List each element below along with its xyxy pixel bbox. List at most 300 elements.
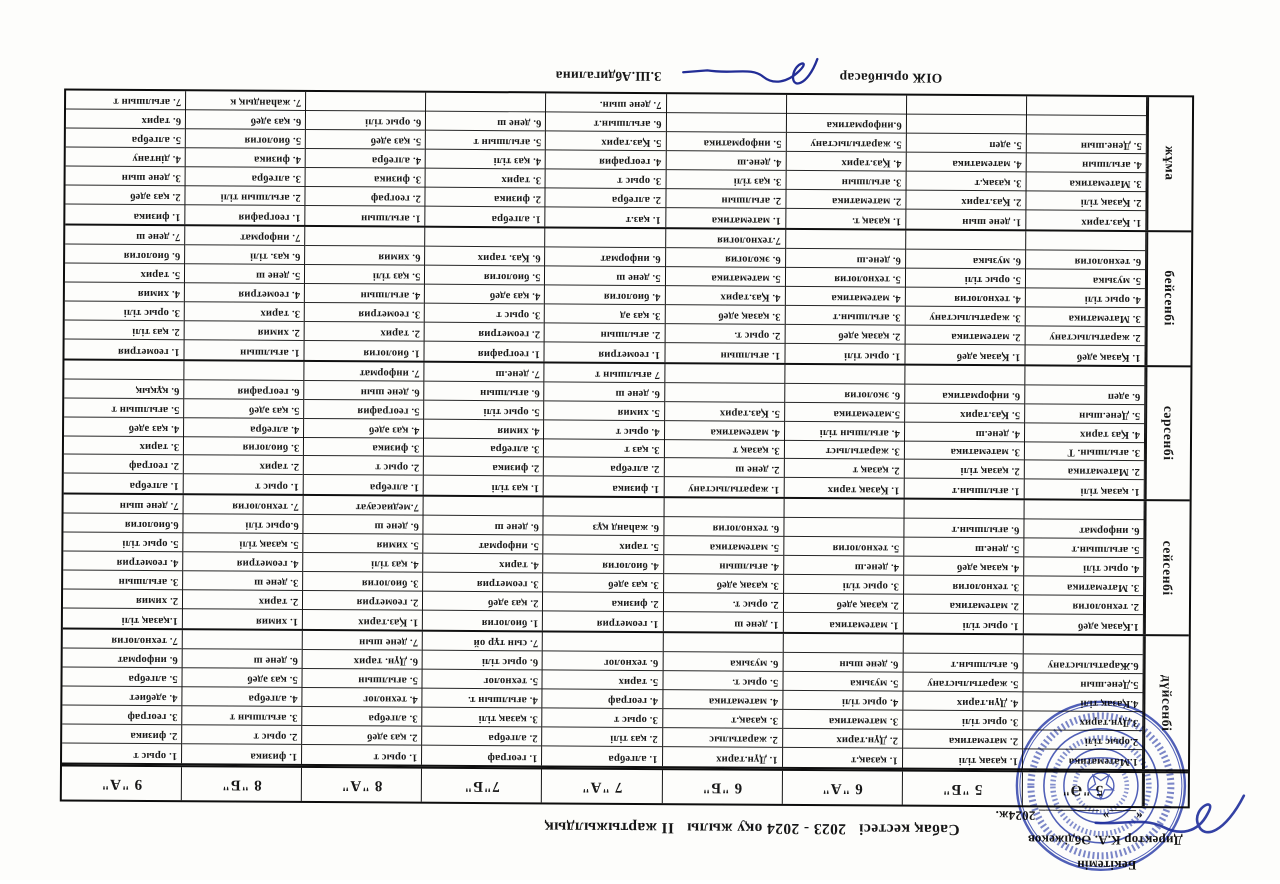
lesson-entry: 6. дене ш bbox=[183, 649, 302, 669]
lesson-entry: 1. қазақ т. bbox=[852, 215, 902, 227]
lesson-entry: 6. дене.ш bbox=[786, 249, 905, 269]
lesson-entry: 2. орыс т. bbox=[665, 324, 784, 344]
lesson-entry: 5. биология bbox=[425, 265, 544, 285]
lesson-entry: 4. биология bbox=[545, 285, 664, 305]
lesson-entry: 5. Дене.шын bbox=[1027, 134, 1146, 154]
lesson-entry: 2. физика bbox=[543, 593, 662, 613]
lesson-entry: 3. тарих bbox=[185, 302, 304, 322]
lesson-entry: 1. қазақ тілі bbox=[958, 754, 1018, 767]
lesson-entry: 3. қаз тілі bbox=[666, 170, 785, 190]
lesson-entry: 5. алгебра bbox=[66, 129, 185, 149]
lesson-entry: 3. математика bbox=[783, 710, 902, 730]
lesson-entry: 6. информат bbox=[1024, 520, 1143, 540]
class-day-cell bbox=[302, 631, 423, 765]
lesson-entry: 4. географ bbox=[543, 690, 662, 710]
lesson-entry: 2. алгебра bbox=[546, 188, 665, 208]
lesson-entry bbox=[1024, 501, 1143, 521]
lesson-entry: 3. орыс тілі bbox=[903, 711, 1022, 731]
lesson-entry: 1. қаз.т bbox=[625, 213, 661, 225]
lesson-entry: 4. қаз әдеб bbox=[64, 417, 183, 437]
lesson-entry: 1. Қазақ әдеб bbox=[956, 350, 1021, 362]
lesson-entry: 1.қазақ тілі bbox=[121, 615, 179, 627]
lesson-entry: 3. қазақ тілі bbox=[423, 708, 542, 728]
lesson-entry: 6. технолог bbox=[543, 652, 662, 672]
lesson-entry: 5. дене.ш bbox=[904, 538, 1023, 558]
lesson-entry bbox=[905, 365, 1024, 385]
lesson-entry: 5. орыс тілі bbox=[63, 533, 182, 553]
lesson-entry: 2. физика bbox=[424, 457, 543, 477]
lesson-entry: 1. қаз тілі bbox=[491, 482, 540, 494]
document-title: Сабақ кестесі 2023 - 2024 оқу жылы II жартыжылдық bbox=[544, 818, 960, 838]
lesson-entry: 5. қаз әдеб bbox=[183, 668, 302, 688]
day-label: бейсенбі bbox=[1162, 270, 1178, 327]
lesson-entry: 1. физика bbox=[612, 483, 660, 495]
lesson-entry: 2. ағылшын bbox=[545, 323, 664, 343]
class-day-cell bbox=[904, 500, 1025, 634]
day-label: жұма bbox=[1163, 146, 1179, 182]
lesson-entry: 3. географ bbox=[62, 706, 181, 726]
lesson-entry: 5. технология bbox=[784, 537, 903, 557]
lesson-entry: 2. орыс т bbox=[304, 456, 423, 476]
lesson-entry: 1. қазақ тілі bbox=[1080, 486, 1140, 498]
lesson-entry: 3. алгебра bbox=[186, 167, 305, 187]
lesson-entry: 4. дене.ш bbox=[666, 151, 785, 171]
lesson-entry: 3. ағылшын т bbox=[182, 706, 301, 726]
lesson-entry: 6. Дүн. тарих bbox=[303, 650, 422, 670]
class-day-cell bbox=[905, 230, 1026, 364]
lesson-entry: 7 ағылшын т bbox=[545, 363, 664, 383]
day-label-cell bbox=[1146, 97, 1192, 230]
lesson-entry: 7. дене.ш bbox=[425, 362, 544, 382]
lesson-entry: 5. музыка bbox=[1026, 269, 1145, 289]
lesson-entry: 1. география bbox=[238, 211, 301, 223]
lesson-entry: 2. жаратылыстану bbox=[1025, 326, 1144, 346]
deputy-signature bbox=[675, 48, 825, 95]
class-day-cell bbox=[423, 497, 544, 631]
lesson-entry: 5.математика bbox=[785, 402, 904, 422]
lesson-entry: 2. тарих bbox=[305, 322, 424, 342]
class-day-cell bbox=[65, 225, 186, 359]
class-day-cell bbox=[903, 635, 1024, 769]
lesson-entry: 5. ағылшын т bbox=[426, 131, 545, 151]
lesson-entry: 1. орыс т bbox=[373, 751, 418, 763]
lesson-entry bbox=[787, 95, 906, 115]
lesson-entry: 4. технолог bbox=[303, 688, 422, 708]
class-day-cell bbox=[542, 633, 663, 767]
lesson-entry: 2.орыс тілі bbox=[1023, 730, 1142, 750]
lesson-entry: 1. географ bbox=[487, 752, 538, 764]
lesson-entry: 2. химия bbox=[185, 321, 304, 341]
lesson-entry bbox=[543, 633, 662, 653]
class-day-cell bbox=[183, 496, 304, 630]
lesson-entry bbox=[786, 230, 905, 250]
lesson-entry: 3. алгебра bbox=[424, 438, 543, 458]
lesson-entry: 1. математика bbox=[711, 214, 782, 226]
lesson-entry bbox=[907, 96, 1026, 116]
lesson-entry: 1. алгебра bbox=[129, 480, 179, 492]
lesson-entry: 3. математика bbox=[905, 441, 1024, 461]
lesson-entry: 4. орыс тілі bbox=[783, 691, 902, 711]
lesson-entry: 5. ағылшын т bbox=[64, 398, 183, 418]
class-day-cell bbox=[62, 630, 183, 764]
lesson-entry: 1. физика bbox=[133, 210, 181, 223]
class-day-cell bbox=[666, 94, 787, 228]
lesson-entry: 3. ағылшын.т bbox=[785, 306, 904, 326]
lesson-entry: 1. дене ш bbox=[734, 618, 779, 631]
lesson-entry: 2. орыс т. bbox=[664, 593, 783, 613]
class-header-cell: 7"Б" bbox=[422, 769, 542, 803]
lesson-entry: 5. Дене.шын bbox=[1025, 404, 1144, 424]
lesson-entry: 4. геометрия bbox=[63, 552, 182, 572]
lesson-entry: 3. физика bbox=[304, 437, 423, 457]
class-day-cell bbox=[185, 91, 306, 225]
class-day-cell bbox=[786, 95, 907, 229]
lesson-entry: 3. орыс т bbox=[425, 303, 544, 323]
lesson-entry: 1. ағылшын bbox=[720, 349, 781, 361]
lesson-entry: 6. информат bbox=[546, 247, 665, 267]
lesson-entry: 1. геометрия bbox=[598, 348, 661, 360]
lesson-entry: 2. географ bbox=[64, 455, 183, 475]
lesson-entry: 7. ағылшын т bbox=[66, 91, 185, 111]
lesson-entry: 2. физика bbox=[426, 188, 545, 208]
lesson-entry: 4. геометрия bbox=[183, 553, 302, 573]
lesson-entry: 6. Қаз. тарих bbox=[425, 247, 544, 267]
lesson-entry: 1. жаратылыстану bbox=[688, 483, 780, 496]
lesson-entry: 2. тарих bbox=[183, 590, 302, 610]
lesson-entry: 3. биология bbox=[184, 437, 303, 457]
day-row bbox=[64, 360, 1191, 502]
lesson-entry bbox=[664, 499, 783, 519]
lesson-entry: 4. ағылшын т. bbox=[423, 689, 542, 709]
lesson-entry: 7. жаһандық к bbox=[186, 91, 305, 111]
lesson-entry: 3. геометрия bbox=[305, 303, 424, 323]
lesson-entry bbox=[426, 93, 545, 113]
class-day-cell bbox=[783, 634, 904, 768]
lesson-entry: 6. музыка bbox=[906, 249, 1025, 269]
lesson-entry: 2. Қаз.тарих bbox=[906, 191, 1025, 211]
lesson-entry: 6. тарих bbox=[66, 110, 185, 130]
lesson-entry: 7. информат bbox=[305, 362, 424, 382]
lesson-entry: 4. алгебра bbox=[182, 687, 301, 707]
lesson-entry bbox=[904, 500, 1023, 520]
lesson-entry: 6. дене ш bbox=[424, 516, 543, 536]
lesson-entry: 1. ағылшын bbox=[360, 212, 421, 224]
lesson-entry: 3. дене ш bbox=[183, 572, 302, 592]
lesson-entry: 6. информатика bbox=[905, 384, 1024, 404]
lesson-entry: 5. биология bbox=[186, 129, 305, 149]
lesson-entry: 6. химия bbox=[305, 246, 424, 266]
lesson-entry: 2. ағылшын тілі bbox=[186, 186, 305, 206]
lesson-entry: 6.биология bbox=[63, 514, 182, 534]
lesson-entry bbox=[665, 364, 784, 384]
lesson-entry: 1. химия bbox=[255, 615, 299, 628]
lesson-entry: 5. ағылшын.т bbox=[1024, 539, 1143, 559]
lesson-entry: 3. ағылшын bbox=[786, 171, 905, 191]
class-header-cell: 6 "А" bbox=[782, 771, 902, 805]
lesson-entry: 4. химия bbox=[65, 282, 184, 302]
lesson-entry: 4. физика bbox=[186, 148, 305, 168]
lesson-entry: 4. математика bbox=[663, 690, 782, 710]
lesson-entry: 4. орыс тілі bbox=[1024, 558, 1143, 578]
class-header-cell: 8 "А" bbox=[302, 768, 422, 802]
lesson-entry: 2. қазақ т bbox=[784, 459, 903, 479]
lesson-entry: 4. математика bbox=[665, 421, 784, 441]
lesson-entry: 3. жаратылыст bbox=[785, 440, 904, 460]
lesson-entry: 5. қаз әдеб bbox=[184, 399, 303, 419]
lesson-entry: 2. қаз әдеб bbox=[423, 592, 542, 612]
lesson-entry: 3. тарих bbox=[426, 169, 545, 189]
lesson-entry: 4. Қаз.тарих bbox=[786, 152, 905, 172]
day-row bbox=[65, 91, 1192, 233]
class-day-cell bbox=[63, 495, 184, 629]
lesson-entry: 1. орыс т bbox=[133, 749, 178, 762]
lesson-entry: 2. жаратылыс bbox=[663, 728, 782, 748]
lesson-entry: 4. геометрия bbox=[185, 283, 304, 303]
lesson-entry: 5. жаратылыстану bbox=[786, 133, 905, 153]
lesson-entry: 1. орыс т bbox=[254, 481, 299, 493]
lesson-entry: 6. экология bbox=[666, 248, 785, 268]
lesson-entry: 7.технология bbox=[666, 229, 785, 249]
lesson-entry: 5. алгебра bbox=[62, 668, 181, 688]
lesson-entry: 6. технология bbox=[664, 518, 783, 538]
lesson-entry bbox=[424, 497, 543, 517]
lesson-entry: 4. қаз әдеб bbox=[304, 419, 423, 439]
lesson-entry: 1. Қаз.тарих bbox=[357, 616, 419, 628]
lesson-entry: 5. Қаз.тарих bbox=[665, 402, 784, 422]
lesson-entry: 6.орыс тілі bbox=[184, 515, 303, 535]
lesson-entry: 2. математика bbox=[786, 190, 905, 210]
lesson-entry: 1. геометрия bbox=[596, 617, 659, 630]
lesson-entry bbox=[184, 361, 303, 381]
lesson-entry: 4. әдебиет bbox=[62, 687, 181, 707]
lesson-entry bbox=[1027, 115, 1146, 135]
day-label: сейсенбі bbox=[1160, 540, 1176, 596]
lesson-entry: 6. ағылшын.т bbox=[903, 654, 1022, 674]
lesson-entry: 7. дене шын bbox=[303, 631, 422, 651]
lesson-entry: 6. дене ш bbox=[426, 112, 545, 132]
lesson-entry: 2. дене ш bbox=[664, 459, 783, 479]
class-day-cell bbox=[305, 227, 426, 361]
lesson-entry: 6.Жаратылыстану bbox=[1023, 655, 1142, 675]
class-day-cell bbox=[665, 229, 786, 363]
lesson-entry: 4. Қаз тарих bbox=[1025, 423, 1144, 443]
lesson-entry: 3. физика bbox=[306, 168, 425, 188]
lesson-entry: 3. технология bbox=[904, 576, 1023, 596]
lesson-entry: 3. Математика bbox=[1026, 307, 1145, 327]
day-label: сәрсенбі bbox=[1161, 405, 1177, 461]
lesson-entry: 1. алгебра bbox=[491, 212, 541, 225]
class-header-cell: 7 "А" bbox=[542, 769, 662, 803]
lesson-entry: 7. сын тұр ой bbox=[423, 632, 542, 652]
lesson-entry: 6. ағылшын.т bbox=[546, 112, 665, 132]
deputy-name: З.Ш.Абдигалина bbox=[555, 68, 662, 85]
class-day-cell bbox=[663, 499, 784, 633]
lesson-entry: 2. физика bbox=[62, 725, 181, 745]
class-day-cell bbox=[185, 226, 306, 360]
lesson-entry bbox=[1025, 366, 1144, 386]
class-day-cell bbox=[426, 93, 547, 227]
class-day-cell bbox=[1024, 501, 1145, 635]
lesson-entry bbox=[903, 635, 1022, 655]
lesson-entry: 1. география bbox=[477, 347, 541, 360]
lesson-entry: 6. технология bbox=[1026, 250, 1145, 270]
lesson-entry: 2. геометрия bbox=[303, 591, 422, 611]
lesson-entry: 3. қазақ.т bbox=[663, 709, 782, 729]
lesson-entry: 4. қаз тілі bbox=[303, 553, 422, 573]
lesson-entry: 6. экология bbox=[785, 384, 904, 404]
lesson-entry: 4.Қазақ тілі bbox=[1023, 692, 1142, 712]
lesson-entry: 5. орыс тілі bbox=[906, 268, 1025, 288]
lesson-entry: 5. орыс т. bbox=[663, 671, 782, 691]
lesson-entry: 6. орыс тілі bbox=[423, 651, 542, 671]
lesson-entry: 4. қаз әдеб bbox=[425, 284, 544, 304]
class-header-cell: 5 "Б" bbox=[903, 772, 1023, 806]
lesson-entry: 4. ағылшын bbox=[664, 555, 783, 575]
lesson-entry: 3. тарих bbox=[64, 436, 183, 456]
lesson-entry bbox=[666, 113, 785, 133]
lesson-entry: 1. ағылшын bbox=[239, 346, 300, 358]
lesson-entry: 3. қаз әд bbox=[545, 304, 664, 324]
lesson-entry bbox=[667, 94, 786, 114]
class-day-cell bbox=[904, 365, 1025, 499]
lesson-entry: 6. музыка bbox=[663, 652, 782, 672]
lesson-entry: 3. Математика bbox=[1024, 577, 1143, 597]
lesson-entry: 4. тарих bbox=[424, 554, 543, 574]
lesson-entry: 2. қаз әдеб bbox=[302, 726, 421, 746]
lesson-entry: 2. қаз әдеб bbox=[65, 185, 184, 205]
class-day-cell bbox=[544, 363, 665, 497]
class-day-cell bbox=[784, 365, 905, 499]
lesson-entry: 6. орыс тілі bbox=[306, 111, 425, 131]
lesson-entry: 3. орыс т bbox=[546, 169, 665, 189]
class-day-cell bbox=[304, 362, 425, 496]
lesson-entry: 2. қазақ әдеб bbox=[784, 594, 903, 614]
day-label-cell bbox=[1144, 502, 1190, 635]
class-day-cell bbox=[1025, 366, 1146, 500]
class-day-cell bbox=[1025, 231, 1146, 365]
lesson-entry: 5.Дене.шын bbox=[1023, 674, 1142, 694]
lesson-entry: 5. информатика bbox=[666, 132, 785, 152]
lesson-entry bbox=[64, 360, 183, 380]
lesson-entry: 4. алгебра bbox=[306, 149, 425, 169]
class-day-cell bbox=[306, 92, 427, 226]
lesson-entry: 4. Қаз.тарих bbox=[665, 286, 784, 306]
lesson-entry: 5. химия bbox=[304, 534, 423, 554]
class-day-cell bbox=[546, 94, 667, 228]
lesson-entry: 3. қазақ т bbox=[664, 440, 783, 460]
lesson-entry: 1. биология bbox=[481, 617, 539, 629]
class-day-cell bbox=[1026, 96, 1147, 230]
lesson-entry bbox=[1024, 636, 1143, 656]
lesson-entry: 3.Дүн.тарих bbox=[1023, 711, 1142, 731]
lesson-entry: 2. математика bbox=[903, 730, 1022, 750]
lesson-entry: 2. орыс т bbox=[182, 725, 301, 745]
lesson-entry: 1. қазақ.т bbox=[850, 754, 898, 766]
lesson-entry: 3. қазақ әдеб bbox=[664, 574, 783, 594]
lesson-entry: 4. қазақ әдеб bbox=[904, 557, 1023, 577]
class-day-cell bbox=[543, 498, 664, 632]
class-day-cell bbox=[906, 96, 1027, 230]
lesson-entry bbox=[906, 230, 1025, 250]
lesson-entry: 3. дене шын bbox=[66, 166, 185, 186]
lesson-entry: 2. қазақ әдеб bbox=[785, 325, 904, 345]
footer-block bbox=[555, 47, 942, 85]
lesson-entry: 3. ағылшын bbox=[63, 571, 182, 591]
class-day-cell bbox=[664, 364, 785, 498]
lesson-entry: 4. орыс тілі bbox=[1026, 288, 1145, 308]
lesson-entry: 4. ағылшын bbox=[1027, 153, 1146, 173]
day-label-cell bbox=[1145, 367, 1191, 500]
lesson-entry: 5. қаз тілі bbox=[305, 265, 424, 285]
lesson-entry: 2. қаз тілі bbox=[65, 320, 184, 340]
lesson-entry bbox=[544, 498, 663, 518]
lesson-entry: 6.информатика bbox=[787, 114, 906, 134]
lesson-entry: 2. алгебра bbox=[422, 727, 541, 747]
lesson-entry: 3. алгебра bbox=[302, 707, 421, 727]
day-row bbox=[64, 225, 1191, 367]
lesson-entry bbox=[1027, 96, 1146, 116]
lesson-entry: 2. қазақ тілі bbox=[905, 460, 1024, 480]
lesson-entry bbox=[784, 499, 903, 519]
lesson-entry: 4. орыс т bbox=[544, 420, 663, 440]
lesson-entry bbox=[785, 365, 904, 385]
approval-approve-label: Бекітемін bbox=[1076, 857, 1137, 874]
lesson-entry: 4. ағылшын тілі bbox=[785, 421, 904, 441]
lesson-entry: 1.Математика bbox=[1068, 755, 1139, 768]
lesson-entry: 5. орыс тілі bbox=[424, 400, 543, 420]
class-day-cell bbox=[663, 633, 784, 767]
lesson-entry: 2. геометрия bbox=[425, 322, 544, 342]
lesson-entry: 4. математика bbox=[906, 153, 1025, 173]
lesson-entry: 5. Қаз.тарих bbox=[905, 403, 1024, 423]
lesson-entry: 1. биология bbox=[363, 346, 420, 359]
lesson-entry: 1.Қазақ әдеб bbox=[1077, 620, 1139, 633]
lesson-entry: 6. дене ш bbox=[545, 382, 664, 402]
lesson-entry: 3. қазақ әдеб bbox=[665, 305, 784, 325]
lesson-entry: 5. математика bbox=[664, 537, 783, 557]
lesson-entry bbox=[546, 228, 665, 248]
lesson-entry: 3. жаратылыстану bbox=[905, 306, 1024, 326]
lesson-entry: 2. Дүн.тарих bbox=[783, 729, 902, 749]
lesson-entry: 3. қаз әдеб bbox=[544, 574, 663, 594]
lesson-entry: 4. ағылшын bbox=[305, 284, 424, 304]
lesson-entry: 4. Дүн.тарих bbox=[903, 692, 1022, 712]
lesson-entry: 4. география bbox=[546, 150, 665, 170]
lesson-entry bbox=[665, 383, 784, 403]
lesson-entry: 6. ағылшын bbox=[425, 381, 544, 401]
lesson-entry: 1. геометрия bbox=[117, 345, 180, 357]
lesson-entry: 5. химия bbox=[545, 401, 664, 421]
lesson-entry: 3. қазақ.т bbox=[906, 172, 1025, 192]
lesson-entry: 1. алгебра bbox=[608, 752, 658, 765]
class-header-cell: 6 "Б" bbox=[662, 770, 782, 804]
lesson-entry bbox=[663, 633, 782, 653]
class-header-cell: 9 "А" bbox=[62, 766, 182, 800]
lesson-entry: 1. Қазақ тарих bbox=[827, 484, 900, 497]
lesson-entry bbox=[305, 227, 424, 247]
class-day-cell bbox=[424, 362, 545, 496]
lesson-entry: 5. тарих bbox=[65, 263, 184, 283]
lesson-entry: 4. биология bbox=[544, 555, 663, 575]
day-label: дүйсенбі bbox=[1159, 674, 1176, 732]
lesson-entry: 5. музыка bbox=[783, 672, 902, 692]
lesson-entry: 6. биология bbox=[65, 244, 184, 264]
lesson-entry: 5. информат bbox=[424, 535, 543, 555]
lesson-entry: 2. математика bbox=[904, 595, 1023, 615]
lesson-entry: 1. орыс тілі bbox=[962, 620, 1019, 632]
lesson-entry: 6. дене шын bbox=[304, 381, 423, 401]
lesson-entry: 4. математика bbox=[785, 287, 904, 307]
